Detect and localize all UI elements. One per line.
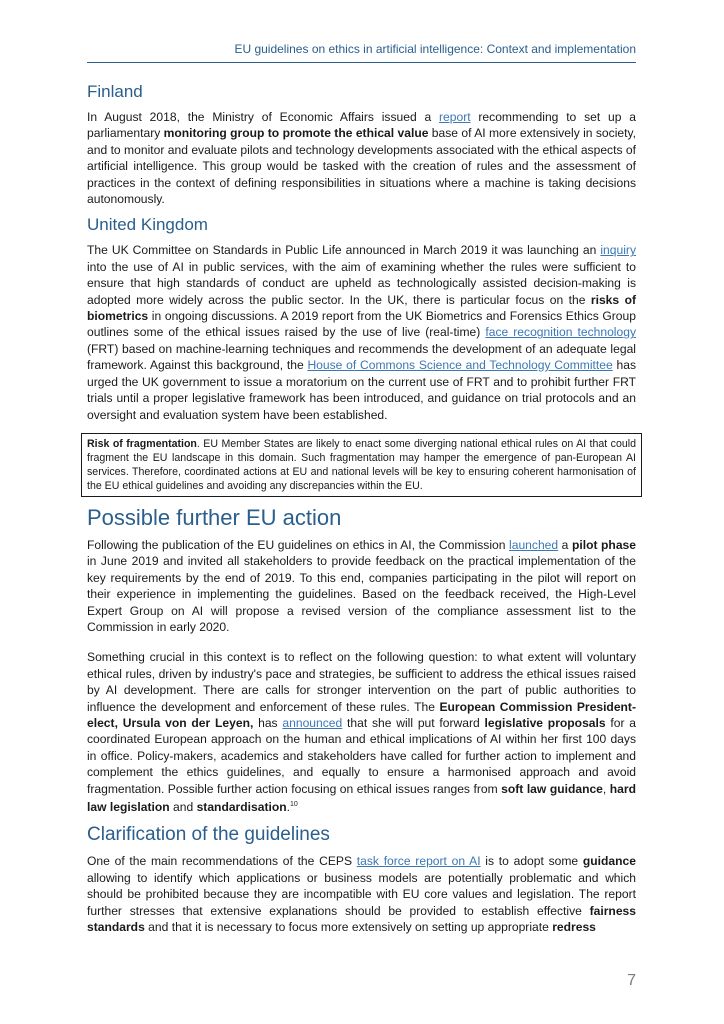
link-report[interactable]: report [439, 110, 471, 124]
heading-possible-further-eu-action: Possible further EU action [87, 504, 342, 530]
heading-finland: Finland [87, 82, 143, 101]
footnote-ref: 10 [290, 801, 298, 808]
link-commons-committee[interactable]: House of Commons Science and Technology Committee [307, 358, 613, 373]
fragmentation-text: Risk of fragmentation. EU Member States are likely to enact some diverging national ethical rules on AI that could fragment the EU landscape in this domain. Such fragmentation may hamper the emergence of pan-European AI services. Therefore, coordinated actions at EU and national levels will be key to ensuring coherent harmonisation of the EU ethical guidelines and avoiding any discrepancies within the EU. [87, 437, 636, 492]
heading-clarification: Clarification of the guidelines [87, 824, 330, 846]
paragraph-united-kingdom: The UK Committee on Standards in Public Life announced in March 2019 it was launching an inquiry into the use of AI in public services, with the aim of examining whether the rules were sufficient to ensure that high standards of conduct are upheld as technologically assisted decision-making is adopted more widely across the public sector. In the UK, there is particular focus on the risks of biometrics in ongoing discussions. A 2019 report from the UK Biometrics and Forensics Ethics Group outlines some of the ethical issues raised by the use of live (real-time) face recognition technology (FRT) based on machine-learning techniques and recommends the development of an adequate legal framework. Against this background, the House of Commons Science and Technology Committee has urged the UK government to issue a moratorium on the current use of FRT and to prohibit further FRT trials until a proper legislative framework has been introduced, and guidance on trial protocols and an oversight and evaluation system have been established. [87, 243, 636, 422]
header-divider [87, 62, 636, 63]
link-face-recognition[interactable]: face recognition technology [485, 325, 636, 340]
paragraph-clarification: One of the main recommendations of the CEPS task force report on AI is to adopt some guidance allowing to identify which applications or business models are potentially problematic and which should be prohibited because they are incompatible with EU core values and legislation. The report further stresses that extensive explanations should be provided to establish effective fairness standards and that it is necessary to focus more extensively on setting up appropriate redress [87, 854, 636, 935]
heading-united-kingdom: United Kingdom [87, 215, 208, 235]
paragraph-pilot-phase: Following the publication of the EU guidelines on ethics in AI, the Commission launched a pilot phase in June 2019 and invited all stakeholders to provide feedback on the practical implementation of the key requirements by the end of 2019. To this end, companies participating in the pilot will report on their experience in implementing the guidelines. Based on the feedback received, the High-Level Expert Group on AI will propose a revised version of the compliance assessment list to the Commission in early 2020. [87, 537, 636, 634]
paragraph-voluntary-rules: Something crucial in this context is to reflect on the following question: to what extent will voluntary ethical rules, driven by industry's pace and strategies, be sufficient to address the ethical issues raised by AI development. There are calls for stronger intervention on the part of public authorities to influence the development and enforcement of these rules. The European Commission President-elect, Ursula von der Leyen, has announced that she will put forward legislative proposals for a coordinated European approach on the human and ethical implications of AI within her first 100 days in office. Policy-makers, academics and stakeholders have called for further action to implement and complement the ethics guidelines, and equally to ensure a harmonised approach and avoid fragmentation. Possible further action focusing on ethical issues ranges from soft law guidance, hard law legislation and standardisation.$^{10}$ [87, 650, 637, 815]
paragraph-finland: In August 2018, the Ministry of Economic Affairs issued a report recommending to set up a parliamentary monitoring group to promote the ethical value base of AI more extensively in society, and to monitor and evaluate pilots and technology developments associated with the ethical aspects of artificial intelligence. This group would be tasked with the creation of rules and the assessment of practices in the context of defining responsibilities in situations where a machine is taking decisions autonomously. [87, 110, 636, 207]
link-launched[interactable]: launched [509, 537, 559, 552]
page-number: 7 [627, 972, 636, 989]
link-task-force-report[interactable]: task force report on AI [356, 854, 481, 869]
running-header: EU guidelines on ethics in artificial intelligence: Context and implementation [234, 42, 636, 56]
link-announced[interactable]: announced [282, 715, 343, 730]
fragmentation-box [81, 433, 642, 497]
page-body [87, 76, 636, 942]
link-inquiry[interactable]: inquiry [600, 243, 636, 258]
